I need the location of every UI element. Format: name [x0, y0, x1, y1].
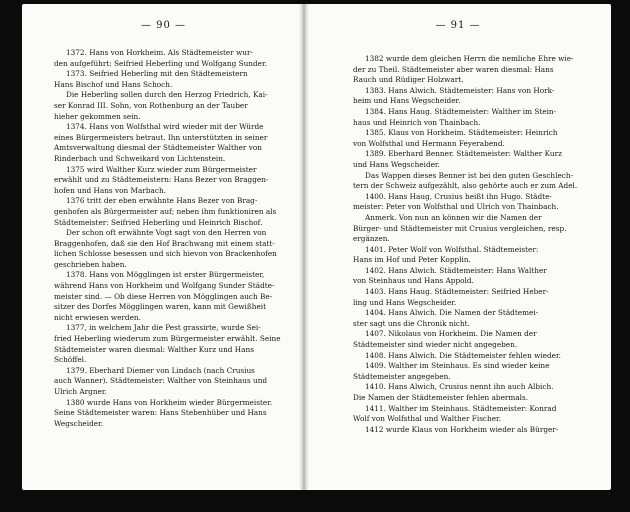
text-line: Amtsverwaltung diesmal der Städtemeister Walther von — [54, 143, 262, 153]
scan-edge-left — [0, 0, 22, 512]
text-line: während Hans von Horkheim und Wolfgang Sunder Städte- — [54, 281, 275, 291]
text-line: meister: Peter von Wolfsthal und Ulrich von Thainbach. — [353, 202, 559, 212]
text-line: hofen und Hans von Marbach. — [54, 185, 166, 195]
text-line: erwählt und zu Städtemeistern: Hans Bezer von Braggen- — [54, 175, 269, 185]
text-line: Seine Städtemeister waren: Hans Stebenhüber und Hans — [54, 408, 267, 418]
text-line: 1374. Hans von Wolfsthal wird wieder mit der Würde — [66, 122, 264, 132]
text-line: der zu Theil. Städtemeister aber waren diesmal: Hans — [353, 64, 554, 74]
text-line: geschrieben haben. — [54, 259, 127, 269]
text-line: heim und Hans Wegscheider. — [353, 96, 461, 106]
left-page-number: — 90 — — [140, 20, 187, 31]
text-line: den aufgeführt: Seifried Heberling und Wolfgang Sunder. — [54, 58, 267, 68]
text-line: 1375 wird Walther Kurz wieder zum Bürgermeister — [66, 164, 257, 174]
right-page-number: — 91 — — [435, 20, 481, 31]
text-line: Schöffel. — [54, 355, 87, 365]
text-line: Das Wappen dieses Benner ist bei den guten Geschlech- — [365, 170, 574, 180]
text-line: fried Heberling wiederum zum Bürgermeister erwählt. Seine — [54, 334, 281, 344]
text-line: 1404. Hans Alwich. Die Namen der Städtemei- — [365, 308, 539, 318]
text-line: Die Namen der Städtemeister fehlen abermals. — [353, 393, 529, 402]
text-line: sitzer des Dorfes Mögglingen waren, kann mit Gewißheit — [54, 302, 267, 312]
text-line: lichen Schlosse besessen und sich hievon von Brackenhofen — [54, 249, 277, 259]
text-line: Städtemeister: Seifried Heberling und Heinrich Bischof. — [54, 217, 263, 227]
text-line: Anmerk. Von nun an können wir die Namen der — [365, 212, 542, 222]
text-line: 1383. Hans Alwich. Städtemeister: Hans von Hork- — [365, 85, 555, 95]
text-line: von Wolfsthal und Hermann Feyerabend. — [353, 138, 505, 148]
text-line: tern der Schweiz aufgezählt, also gehörte auch er zum Adel. — [353, 181, 578, 191]
text-line: von Steinhaus und Hans Appold. — [353, 276, 474, 286]
text-line: 1384. Hans Haug. Städtemeister: Walther im Stein- — [365, 106, 557, 116]
text-line: 1409. Walther im Steinhaus. Es sind wieder keine — [365, 361, 550, 371]
text-line: ster sagt uns die Chronik nicht. — [353, 318, 470, 328]
text-line: Städtemeister angegeben. — [353, 371, 451, 381]
text-line: eines Bürgermeisters betraut. Ihn unterstützten in seiner — [54, 132, 268, 142]
text-line: hieher gekommen sein. — [54, 111, 141, 121]
text-line: 1411. Walther im Steinhaus. Städtemeister: Konrad — [365, 403, 557, 413]
scan-edge-right — [611, 0, 630, 512]
text-line: 1376 tritt der eben erwähnte Hans Bezer von Brag- — [66, 196, 258, 206]
text-line: auch Wanner). Städtemeister: Walther von Steinhaus und — [54, 376, 268, 386]
text-line: ser Konrad III. Sohn, von Rothenburg an der Tauber — [54, 100, 248, 110]
text-line: ergänzen. — [353, 234, 390, 244]
text-line: Der schon oft erwähnte Vogt sagt von den Herren von — [66, 228, 267, 238]
left-page — [22, 4, 305, 490]
text-line: 1401. Peter Wolf von Wolfsthal. Städtemeister: — [365, 244, 539, 254]
text-line: 1380 wurde Hans von Horkheim wieder Bürgermeister. — [66, 397, 273, 407]
text-line: Rinderbach und Schweikard von Lichtenstein. — [54, 153, 226, 163]
book-gutter — [299, 4, 309, 490]
left-page-text — [54, 48, 291, 429]
text-line: genhofen als Bürgermeister auf; neben ihm funktioniren als — [54, 206, 277, 216]
text-line: 1412 wurde Klaus von Horkheim wieder als Bürger- — [365, 424, 559, 434]
right-page — [305, 4, 611, 490]
text-line: 1408. Hans Alwich. Die Städtemeister fehlen wieder. — [365, 350, 561, 360]
text-line: Ulrich Argner. — [54, 387, 107, 396]
text-line: Städtemeister waren diesmal: Walther Kurz und Hans — [54, 344, 254, 354]
text-line: meister sind. — Ob diese Herren von Mögglingen auch Be- — [54, 291, 273, 301]
text-line: und Hans Wegscheider. — [353, 159, 440, 169]
text-line: 1378. Hans von Mögglingen ist erster Bürgermeister, — [66, 270, 265, 280]
text-line: 1372. Hans von Horkheim. Als Städtemeister wur- — [66, 48, 253, 57]
text-line: ling und Hans Wegscheider. — [353, 297, 457, 307]
text-line: 1377, in welchem Jahr die Pest grassirte, wurde Sei- — [66, 323, 261, 333]
text-line: Braggenhofen, daß sie den Hof Brachwang mit einem statt- — [54, 238, 275, 248]
text-line: haus und Heinrich von Thainbach. — [353, 117, 481, 127]
text-line: nicht erwiesen werden. — [54, 312, 141, 322]
text-line: 1379. Eberhard Diemer von Lindach (nach Crusius — [66, 365, 255, 375]
text-line: 1400. Hans Haug, Crusius heißt ihn Hugo. Städte- — [365, 191, 552, 201]
text-line: 1382 wurde dem gleichen Herrn die nemliche Ehre wie- — [365, 54, 574, 63]
text-line: Hans Bischof und Hans Schoch. — [54, 79, 173, 89]
text-line: 1403. Hans Haug. Städtemeister: Seifried Heber- — [365, 287, 549, 297]
text-line: Wolf von Wolfsthal und Walther Fischer. — [353, 414, 502, 424]
scan-edge-bottom — [0, 490, 630, 512]
right-page-text — [353, 54, 585, 435]
text-line: Hans im Hof und Peter Kopplin. — [353, 255, 471, 265]
text-line: Wegscheider. — [54, 418, 104, 428]
text-line: 1407. Nikolaus von Horkheim. Die Namen der — [365, 329, 537, 339]
text-line: 1373. Seifried Heberling mit den Städtemeistern — [66, 69, 248, 79]
text-line: 1385. Klaus von Horkheim. Städtemeister: Heinrich — [365, 128, 558, 138]
text-line: Die Heberling sollen durch den Herzog Friedrich, Kai- — [66, 90, 268, 100]
text-line: Bürger- und Städtemeister mit Crusius vergleichen, resp. — [353, 223, 567, 233]
text-line: 1410. Hans Alwich, Crusius nennt ihn auch Albich. — [365, 382, 554, 392]
text-line: 1389. Eberhard Benner. Städtemeister: Walther Kurz — [365, 149, 562, 159]
text-line: Rauch und Rüdiger Holzwart. — [353, 75, 464, 85]
text-line: 1402. Hans Alwich. Städtemeister: Hans Walther — [365, 265, 547, 275]
text-line: Städtemeister sind wieder nicht angegeben. — [353, 340, 518, 350]
